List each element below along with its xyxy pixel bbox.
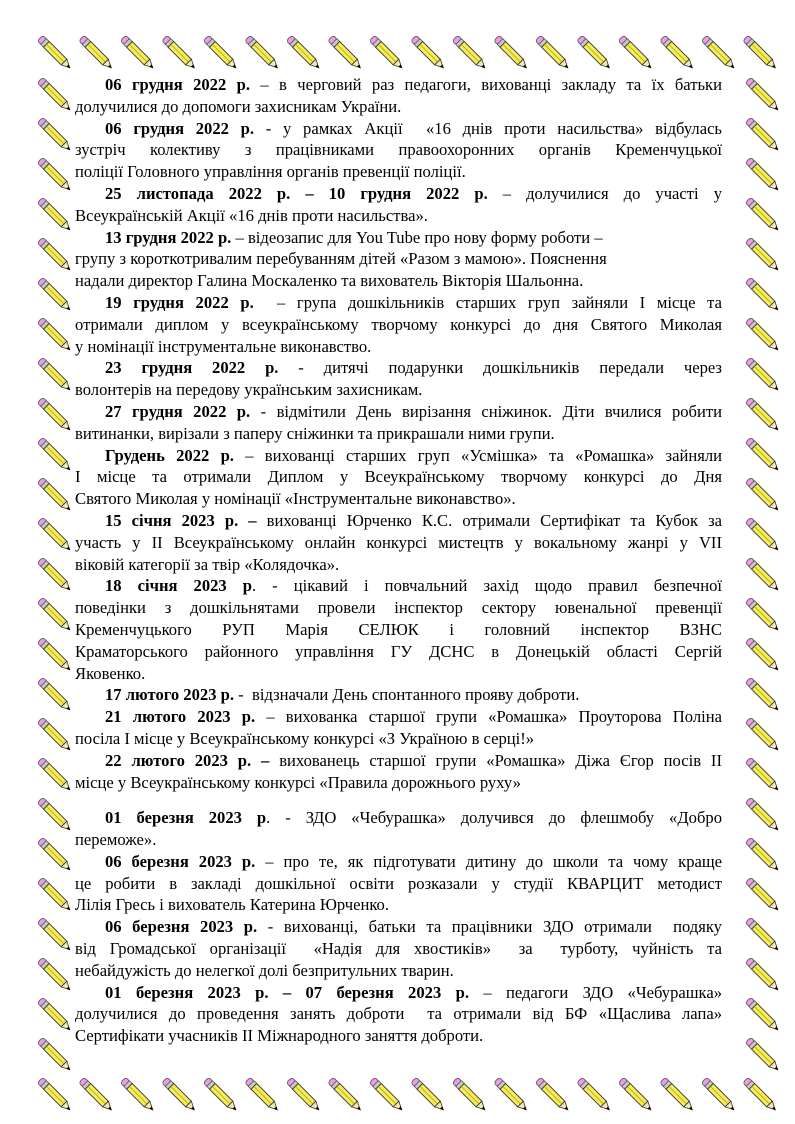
event-text: участь у ІІ Всеукраїнському онлайн конкурсі мистецтв у вокальному жанрі у VII <box>75 532 722 552</box>
pencil-icon <box>411 35 447 71</box>
event-text: – відеозапис для You Tube про нову форму роботи – <box>231 227 603 247</box>
event-date: 13 грудня 2022 р. <box>105 227 232 247</box>
event-date: 23 грудня 2022 р. <box>105 358 279 378</box>
pencil-icon <box>369 1077 405 1113</box>
pencil-icon <box>745 157 781 193</box>
blank-line <box>75 793 722 807</box>
pencil-icon <box>745 997 781 1033</box>
pencil-icon <box>37 837 73 873</box>
event-date: 15 січня 2023 р. – <box>105 510 257 530</box>
event-paragraph <box>75 445 722 510</box>
pencil-icon <box>452 1077 488 1113</box>
text-line <box>75 270 722 292</box>
event-paragraph <box>75 510 722 575</box>
event-text: – в черговий раз педагоги, вихованці закладу та їх батьки <box>250 75 722 94</box>
pencil-icon <box>37 877 73 913</box>
text-line <box>75 728 722 750</box>
text-line <box>75 684 722 706</box>
event-text: - дитячі подарунки дошкільників передали через <box>278 358 722 378</box>
event-text: Яковенко. <box>75 663 146 683</box>
text-line <box>75 982 722 1004</box>
text-line <box>75 706 722 728</box>
pencil-icon <box>328 1077 364 1113</box>
pencil-icon <box>745 757 781 793</box>
text-line <box>75 916 722 938</box>
event-text: від Громадської організації «Надія для хвостиків» за турботу, чуйність та <box>75 939 722 959</box>
event-date: 17 лютого 2023 р. <box>105 685 235 705</box>
event-text: Лілія Гресь і вихователь Катерина Юрченко. <box>75 895 390 915</box>
pencil-icon <box>618 1077 654 1113</box>
text-line <box>75 554 722 576</box>
pencil-icon <box>701 35 737 71</box>
event-text: долучилися до проведення занять доброти та отримали від БФ «Щаслива лапа» <box>75 1004 722 1024</box>
text-line <box>75 118 722 140</box>
event-paragraph <box>75 575 722 684</box>
pencil-icon <box>37 517 73 553</box>
event-paragraph <box>75 227 722 292</box>
event-date: 21 лютого 2023 р. <box>105 707 256 727</box>
text-line <box>75 379 722 401</box>
pencil-icon <box>79 1077 115 1113</box>
text-line <box>75 139 722 161</box>
pencil-icon <box>37 1037 73 1073</box>
event-paragraph <box>75 684 722 706</box>
pencil-icon <box>37 35 73 71</box>
text-line <box>75 1003 722 1025</box>
pencil-icon <box>245 1077 281 1113</box>
text-line <box>75 336 722 358</box>
event-text: посіла І місце у Всеукраїнському конкурсі «З Україною в серці!» <box>75 728 535 748</box>
pencil-icon <box>203 35 239 71</box>
pencil-icon <box>203 1077 239 1113</box>
pencil-icon <box>745 837 781 873</box>
text-line <box>75 292 722 314</box>
document-body <box>75 74 722 1047</box>
text-line <box>75 829 722 851</box>
event-date: 06 березня 2023 р. <box>105 851 256 871</box>
pencil-icon <box>745 117 781 153</box>
event-date: 01 березня 2023 р. – 07 березня 2023 р. <box>105 982 469 1002</box>
pencil-icon <box>745 477 781 513</box>
text-line <box>75 401 722 423</box>
event-date: 25 листопада 2022 р. – 10 грудня 2022 р. <box>105 183 488 203</box>
pencil-icon <box>286 1077 322 1113</box>
text-line <box>75 532 722 554</box>
pencil-icon <box>37 317 73 353</box>
pencil-icon <box>37 1077 73 1113</box>
pencil-icon <box>37 357 73 393</box>
event-paragraph <box>75 706 722 750</box>
text-line <box>75 873 722 895</box>
event-text: – долучилися до участі у <box>487 183 722 203</box>
pencil-icon <box>660 35 696 71</box>
event-date: 19 грудня 2022 р. <box>105 292 254 312</box>
pencil-icon <box>745 77 781 113</box>
pencil-icon <box>37 957 73 993</box>
text-line <box>75 248 722 270</box>
text-line <box>75 227 722 249</box>
text-line <box>75 807 722 829</box>
pencil-icon <box>37 237 73 273</box>
pencil-icon <box>37 997 73 1033</box>
event-text: витинанки, вирізали з паперу сніжинки та прикрашали ними групи. <box>75 423 555 443</box>
pencil-icon <box>745 597 781 633</box>
event-text: у номінації інструментальне виконавство. <box>75 336 372 356</box>
event-date: 01 березня 2023 р <box>105 808 267 828</box>
pencil-icon <box>79 35 115 71</box>
pencil-icon <box>37 677 73 713</box>
pencil-icon <box>245 35 281 71</box>
text-line <box>75 96 722 118</box>
event-paragraph <box>75 401 722 445</box>
text-line <box>75 750 722 772</box>
event-text: – педагоги ЗДО «Чебурашка» <box>468 982 722 1002</box>
pencil-icon <box>494 1077 530 1113</box>
event-text: – про те, як підготувати дитину до школи та чому краще <box>255 851 722 871</box>
pencil-icon <box>745 877 781 913</box>
event-date: 18 січня 2023 р <box>105 576 252 596</box>
pencil-icon <box>37 557 73 593</box>
event-text: - відзначали День спонтанного прояву доброти. <box>234 685 580 705</box>
pencil-icon <box>745 917 781 953</box>
event-text: - вихованці, батьки та працівники ЗДО отримали подяку <box>257 917 722 937</box>
pencil-icon <box>37 477 73 513</box>
pencil-icon <box>37 717 73 753</box>
event-paragraph <box>75 982 722 1047</box>
text-line <box>75 74 722 96</box>
event-text: – вихованка старшої групи «Ромашка» Проуторова Поліна <box>255 707 722 727</box>
text-line <box>75 663 722 685</box>
event-text: Сертифікати учасників ІІ Міжнародного заняття доброти. <box>75 1026 484 1046</box>
event-text: долучилися до допомоги захисникам України. <box>75 96 402 116</box>
pencil-icon <box>745 357 781 393</box>
pencil-icon <box>745 437 781 473</box>
event-text: небайдужість до нелегкої долі безпритульних тварин. <box>75 960 454 980</box>
event-date: 27 грудня 2022 р. <box>105 401 251 421</box>
pencil-icon <box>745 277 781 313</box>
event-text: . - ЗДО «Чебурашка» долучився до флешмобу «Добро <box>266 808 723 828</box>
pencil-icon <box>120 1077 156 1113</box>
pencil-icon <box>745 317 781 353</box>
pencil-icon <box>745 237 781 273</box>
event-text: поведінки з дошкільнятами провели інспектор сектору ювенальної превенції <box>75 598 722 618</box>
text-line <box>75 851 722 873</box>
pencil-icon <box>328 35 364 71</box>
text-line <box>75 597 722 619</box>
pencil-icon <box>37 157 73 193</box>
text-line <box>75 938 722 960</box>
text-line <box>75 205 722 227</box>
event-date: 06 грудня 2022 р. <box>105 75 251 94</box>
pencil-icon <box>745 197 781 233</box>
event-date: 06 грудня 2022 р. <box>105 118 255 138</box>
event-text: переможе». <box>75 830 157 850</box>
pencil-icon <box>37 597 73 633</box>
text-line <box>75 960 722 982</box>
pencil-icon <box>745 1037 781 1073</box>
text-line <box>75 619 722 641</box>
pencil-icon <box>37 917 73 953</box>
pencil-icon <box>743 1077 779 1113</box>
pencil-icon <box>37 757 73 793</box>
pencil-icon <box>745 797 781 833</box>
text-line <box>75 445 722 467</box>
event-text: поліції Головного управління органів превенції поліції. <box>75 162 466 182</box>
pencil-icon <box>535 35 571 71</box>
pencil-icon <box>411 1077 447 1113</box>
pencil-icon <box>37 277 73 313</box>
event-text: зустріч колективу з працівниками правоохоронних органів Кременчуцької <box>75 140 722 160</box>
pencil-icon <box>577 35 613 71</box>
text-line <box>75 1025 722 1047</box>
text-line <box>75 161 722 183</box>
pencil-icon <box>745 557 781 593</box>
pencil-icon <box>286 35 322 71</box>
event-text: – вихованці старших груп «Усмішка» та «Ромашка» зайняли <box>233 445 722 465</box>
event-text: Кременчуцького РУП Марія СЕЛЮК і головний інспектор ВЗНС <box>75 619 722 639</box>
pencil-icon <box>745 717 781 753</box>
pencil-icon <box>618 35 654 71</box>
event-paragraph <box>75 916 722 981</box>
text-line <box>75 183 722 205</box>
event-paragraph <box>75 807 722 851</box>
text-line <box>75 357 722 379</box>
pencil-icon <box>120 35 156 71</box>
text-line <box>75 314 722 336</box>
pencil-icon <box>37 797 73 833</box>
pencil-icon <box>745 677 781 713</box>
event-text: І місце та отримали Диплом у Всеукраїнському творчому конкурсі до Дня <box>75 467 722 487</box>
text-line <box>75 575 722 597</box>
event-text: Святого Миколая у номінації «Інструментальне виконавство». <box>75 489 516 509</box>
text-line <box>75 894 722 916</box>
event-text: Краматорського районного управління ГУ ДСНС в Донецькій області Сергій <box>75 641 722 661</box>
event-text: – група дошкільників старших груп зайняли І місце та <box>253 292 722 312</box>
event-text: волонтерів на передову українським захисникам. <box>75 380 423 400</box>
event-date: 06 березня 2023 р. <box>105 917 258 937</box>
pencil-icon <box>162 1077 198 1113</box>
pencil-icon <box>660 1077 696 1113</box>
pencil-icon <box>745 957 781 993</box>
event-paragraph <box>75 292 722 357</box>
event-text: Всеукраїнській Акції «16 днів проти насильства». <box>75 205 428 225</box>
event-text: . - цікавий і повчальний захід щодо правил безпечної <box>252 576 723 596</box>
event-date: 22 лютого 2023 р. – <box>105 750 270 770</box>
event-text: вихованці Юрченко К.С. отримали Сертифікат та Кубок за <box>256 510 722 530</box>
event-paragraph <box>75 357 722 401</box>
event-paragraph <box>75 851 722 916</box>
event-text: отримали диплом у всеукраїнському творчому конкурсі до дня Святого Миколая <box>75 314 722 334</box>
pencil-icon <box>745 397 781 433</box>
pencil-icon <box>743 35 779 71</box>
event-paragraph <box>75 183 722 227</box>
pencil-icon <box>369 35 405 71</box>
event-text: групу з короткотривалим перебуванням дітей «Разом з мамою». Пояснення <box>75 249 607 269</box>
pencil-icon <box>452 35 488 71</box>
event-text: віковій категорії за твір «Колядочка». <box>75 554 340 574</box>
pencil-icon <box>37 437 73 473</box>
pencil-icon <box>37 397 73 433</box>
text-line <box>75 423 722 445</box>
event-text: - відмітили День вирізання сніжинок. Діти вчилися робити <box>250 401 722 421</box>
event-text: вихованець старшої групи «Ромашка» Діжа Єгор посів ІІ <box>269 750 722 770</box>
pencil-icon <box>577 1077 613 1113</box>
event-paragraph <box>75 118 722 183</box>
event-paragraph <box>75 750 722 794</box>
text-line <box>75 488 722 510</box>
pencil-icon <box>37 117 73 153</box>
event-date: Грудень 2022 р. <box>105 445 234 465</box>
pencil-icon <box>37 637 73 673</box>
event-text: це робити в закладі дошкільної освіти розказали у студії КВАРЦИТ методист <box>75 873 722 893</box>
text-line <box>75 641 722 663</box>
pencil-icon <box>162 35 198 71</box>
event-text: надали директор Галина Москаленко та вихователь Вікторія Шальонна. <box>75 271 584 291</box>
text-line <box>75 510 722 532</box>
pencil-icon <box>745 517 781 553</box>
pencil-icon <box>745 637 781 673</box>
pencil-icon <box>37 197 73 233</box>
pencil-icon <box>701 1077 737 1113</box>
event-text: місце у Всеукраїнському конкурсі «Правила дорожнього руху» <box>75 772 521 792</box>
pencil-icon <box>494 35 530 71</box>
event-text: - у рамках Акції «16 днів проти насильства» відбулась <box>254 118 722 138</box>
pencil-icon <box>37 77 73 113</box>
event-paragraph <box>75 74 722 118</box>
text-line <box>75 466 722 488</box>
text-line <box>75 772 722 794</box>
pencil-icon <box>535 1077 571 1113</box>
